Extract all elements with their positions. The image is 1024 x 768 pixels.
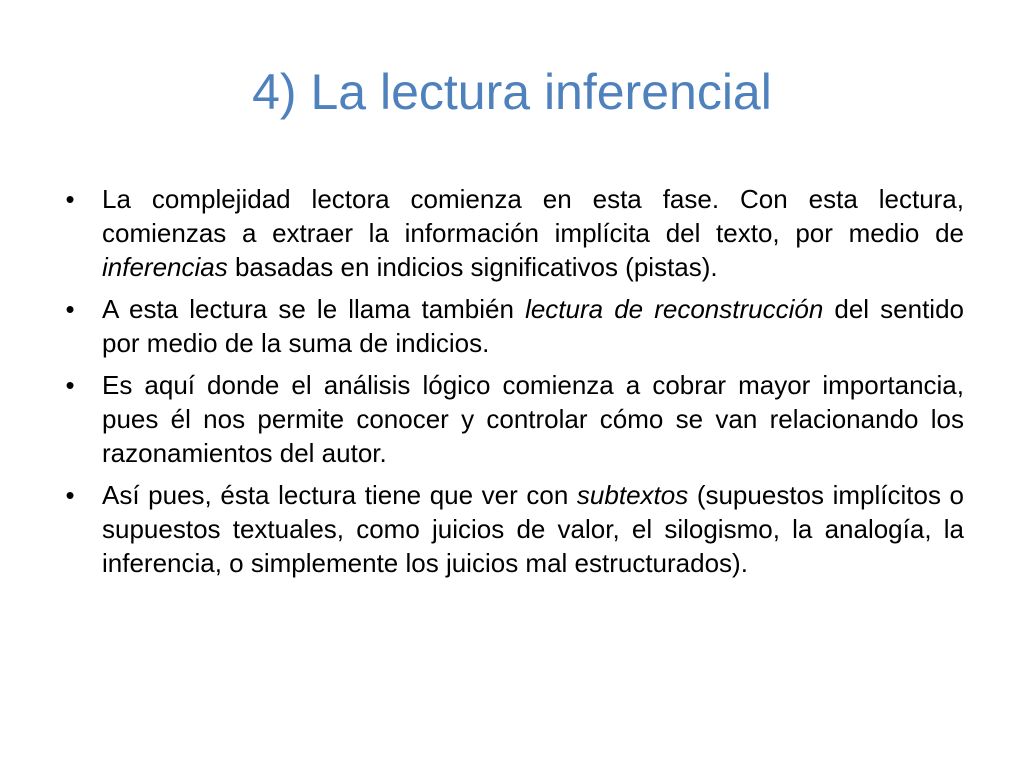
bullet-emphasis: subtextos (576, 480, 689, 510)
bullet-text-segment: A esta lectura se le llama también (102, 294, 526, 324)
bullet-text-segment: Así pues, ésta lectura tiene que ver con (102, 480, 577, 510)
bullet-icon: • (65, 370, 75, 400)
bullet-icon: • (65, 480, 75, 510)
bullet-text (102, 184, 964, 282)
bullet-item (60, 368, 964, 470)
bullet-icon: • (65, 184, 75, 214)
bullet-item (60, 478, 964, 580)
bullet-item (60, 292, 964, 360)
bullet-icon: • (65, 294, 75, 324)
slide-title: 4) La lectura inferencial (252, 64, 772, 120)
bullet-text (102, 370, 964, 468)
bullet-text (102, 480, 964, 578)
bullet-list (60, 182, 964, 588)
bullet-text (102, 294, 964, 358)
bullet-emphasis: inferencias (102, 252, 228, 282)
bullet-item (60, 182, 964, 284)
bullet-text-segment: (supuestos implícitos o supuestos textuales, como juicios de valor, el silogismo, la analogía, la inferencia, o simplemente los juicios mal estructurados). (102, 480, 965, 578)
bullet-text-segment: basadas en indicios significativos (pistas). (227, 252, 718, 282)
bullet-text-segment: La complejidad lectora comienza en esta fase. Con esta lectura, comienzas a extraer la información implícita del texto, por medio de (102, 184, 964, 248)
bullet-text-segment: del sentido por medio de la suma de indicios. (102, 294, 965, 358)
bullet-emphasis: lectura de reconstrucción (525, 294, 824, 324)
bullet-text-segment: Es aquí donde el análisis lógico comienza a cobrar mayor importancia, pues él nos permite conocer y controlar cómo se van relacionando los razonamientos del autor. (102, 370, 964, 468)
